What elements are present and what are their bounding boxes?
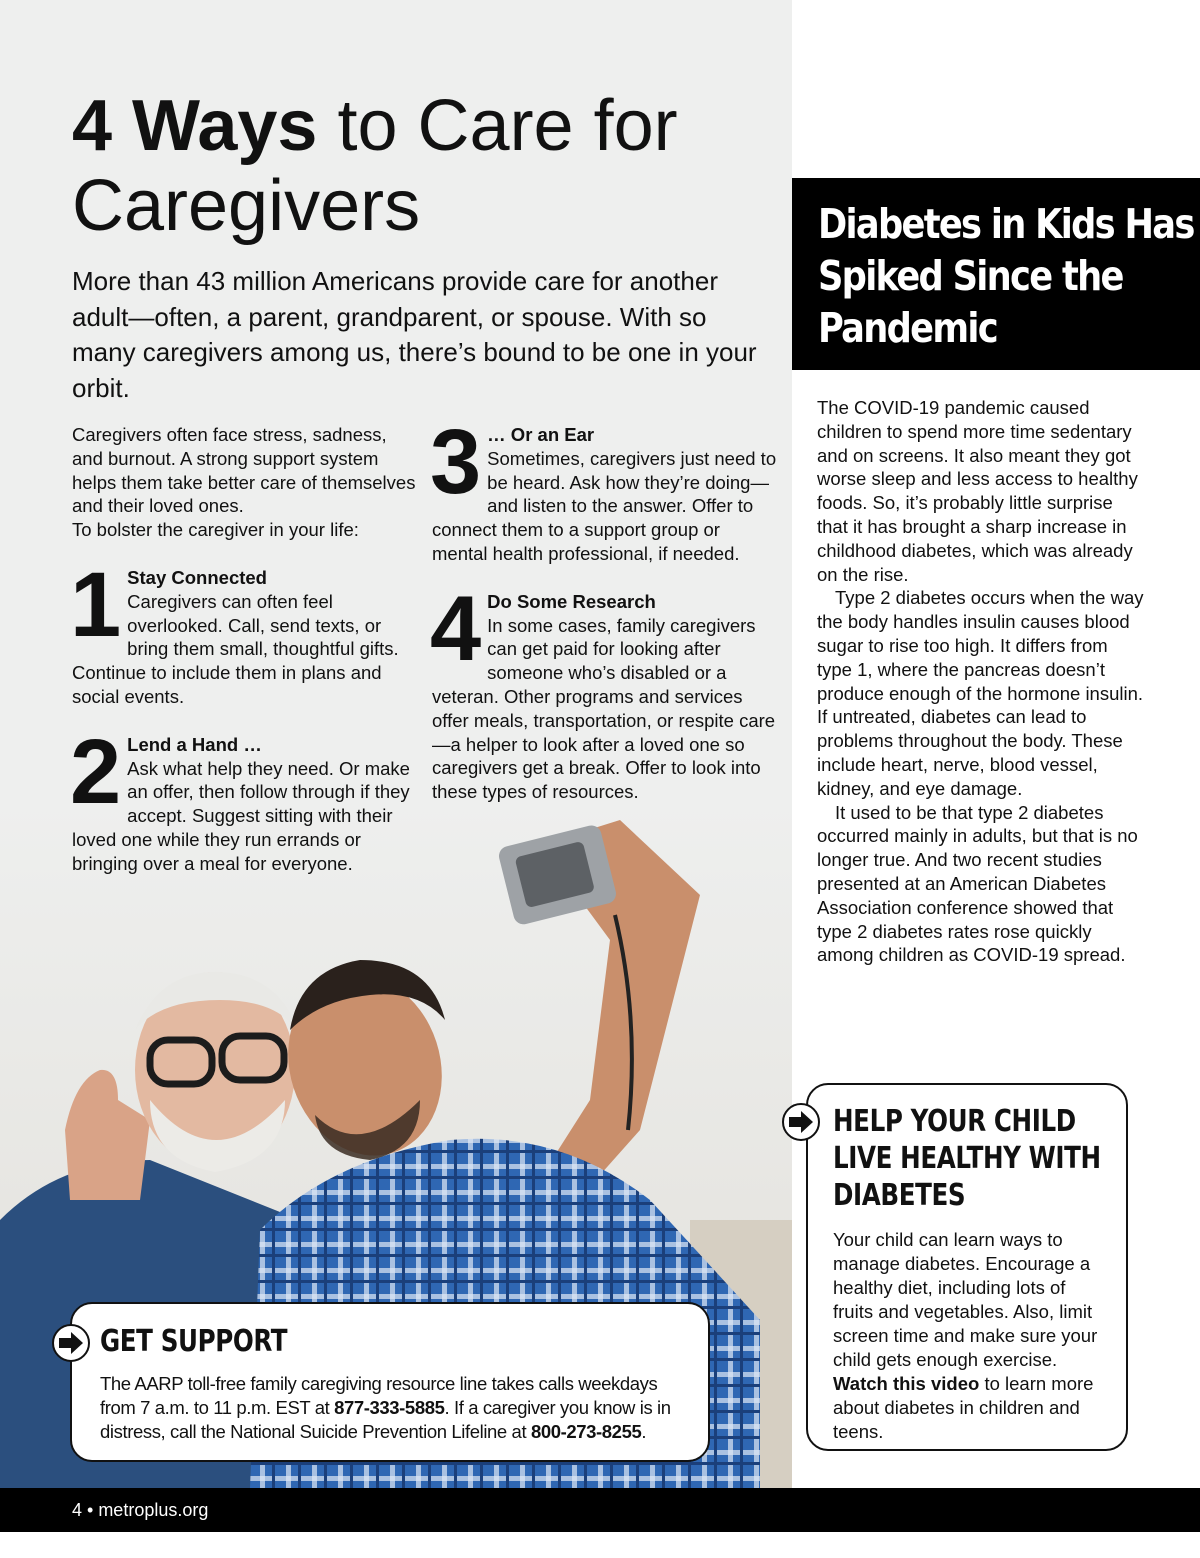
get-support-box: [70, 1302, 710, 1462]
help-child-heading: HELP YOUR CHILD LIVE HEALTHY WITH DIABETES: [833, 1104, 1101, 1213]
help-child-text: [833, 1228, 1106, 1444]
page-title-rest: to Care for Caregivers: [72, 86, 678, 246]
way-number-4: 4: [430, 577, 482, 680]
way-title-2: Lend a Hand …: [127, 733, 262, 755]
get-support-text: [100, 1372, 684, 1444]
way-text-4: In some cases, family caregivers can get paid for looking after someone who’s disabled or a veteran. Other programs and services offer meals, transportation, or respite care—a helper to look after a loved one so caregivers get a break. Offer to look into these types of resources.: [432, 614, 776, 803]
help-child-text-2: to learn more about diabetes in children and teens.: [833, 1373, 1094, 1442]
way-number-3: 3: [430, 411, 482, 513]
aarp-phone-number[interactable]: 877-333-5885: [334, 1397, 445, 1418]
get-support-text-1: The AARP toll-free family caregiving resource line takes calls weekdays from 7 a.m. to 11 p.m. EST at: [100, 1373, 658, 1418]
sidebar-paragraph-2: Type 2 diabetes occurs when the way the body handles insulin causes blood sugar to rise too high. It differs from type 1, where the pancreas doesn’t produce enough of the hormone insulin. If untreated, diabetes can lead to problems throughout the body. These include heart, nerve, blood vessel, kidney, and eye damage.: [817, 587, 1144, 799]
way-text-1: Caregivers can often feel overlooked. Call, send texts, or bring them small, thoughtful gifts. Continue to include them in plans and social events.: [72, 590, 399, 707]
way-item-1: [70, 553, 417, 709]
arrow-right-icon: [782, 1103, 820, 1141]
sidebar-paragraph-3: It used to be that type 2 diabetes occurred mainly in adults, but that is no longer true. And two recent studies presented at an American Diabetes Association conference showed that type 2 diabetes rates rose quickly among children as COVID-19 spread.: [817, 801, 1138, 966]
arrow-right-icon: [52, 1324, 90, 1362]
lead-line-1: Caregivers often face stress, sadness, and burnout. A strong support system helps them take better care of themselves and their loved ones.: [72, 424, 416, 517]
help-child-text-1: Your child can learn ways to manage diabetes. Encourage a healthy diet, including lots of fruits and vegetables. Also, limit screen time and make sure your child gets enough exercise.: [833, 1229, 1098, 1370]
column-middle: [430, 411, 777, 804]
way-item-2: [70, 720, 417, 876]
lead-paragraph: [72, 423, 417, 542]
way-text-3: Sometimes, caregivers just need to be heard. Ask how they’re doing—and listen to the answer. Offer to connect them to a support group or mental health professional, if needed.: [432, 447, 777, 564]
way-text-2: Ask what help they need. Or make an offer, then follow through if they accept. Suggest sitting with their loved one while they run errands or bringing over a meal for everyone.: [72, 757, 410, 874]
way-item-4: [430, 577, 777, 804]
sidebar-heading: Diabetes in Kids Has Spiked Since the Pandemic: [818, 200, 1194, 352]
page-title-bold: 4 Ways: [72, 86, 318, 166]
way-item-3: [430, 411, 777, 566]
column-left: [72, 423, 417, 876]
get-support-text-2: . If a caregiver you know is in distress, call the National Suicide Prevention Lifeline at: [100, 1397, 671, 1442]
sidebar-header: [792, 178, 1200, 370]
sidebar-body: [817, 396, 1147, 967]
way-number-2: 2: [70, 720, 122, 823]
get-support-heading: GET SUPPORT: [100, 1324, 288, 1359]
way-number-1: 1: [70, 553, 122, 656]
help-child-box: [806, 1083, 1128, 1451]
page-title: [72, 86, 772, 246]
lead-line-2: To bolster the caregiver in your life:: [72, 519, 359, 541]
lifeline-phone-number[interactable]: 800-273-8255: [530, 1421, 642, 1442]
intro-paragraph: More than 43 million Americans provide care for another adult—often, a parent, grandparent, or spouse. With so many caregivers among us, there’s bound to be one in your orbit.: [72, 266, 757, 403]
way-title-1: Stay Connected: [127, 566, 267, 588]
page-footer: 4 • metroplus.org: [0, 1488, 1200, 1532]
get-support-text-3: .: [641, 1421, 647, 1442]
watch-video-link[interactable]: Watch this video: [833, 1373, 980, 1394]
way-title-4: Do Some Research: [487, 590, 656, 612]
way-title-3: … Or an Ear: [487, 424, 595, 445]
sidebar-paragraph-1: The COVID-19 pandemic caused children to spend more time sedentary and on screens. It also meant they got worse sleep and less access to healthy foods. So, it’s probably little surprise that it has brought a sharp increase in childhood diabetes, which was already on the rise.: [817, 397, 1138, 585]
